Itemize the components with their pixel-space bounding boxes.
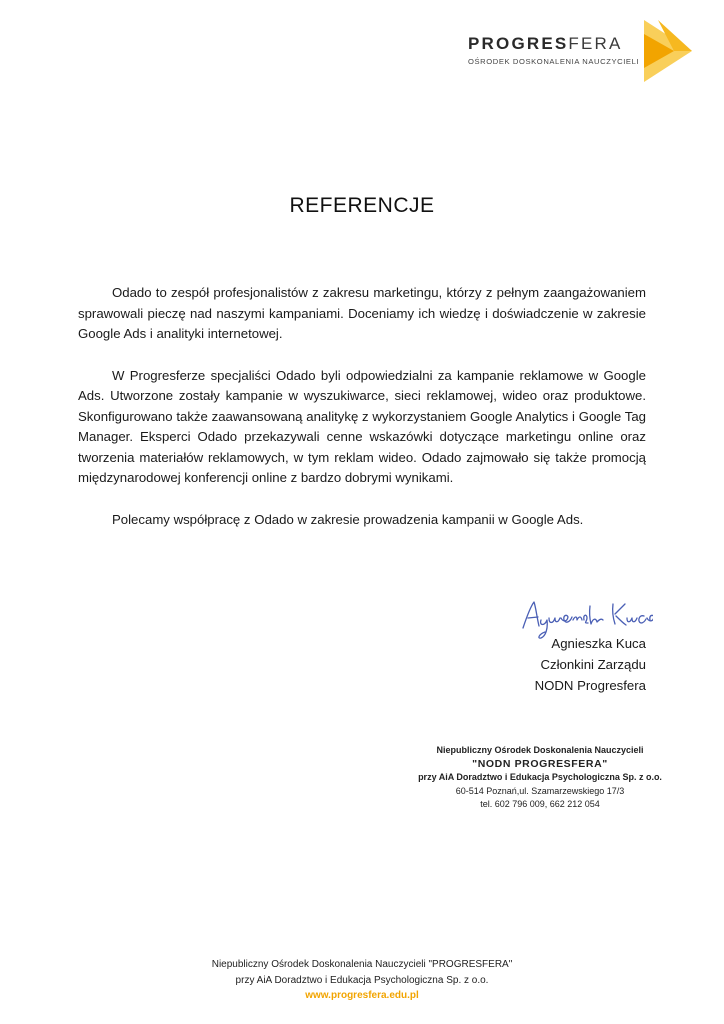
logo-text [468,34,639,66]
stamp-line: Niepubliczny Ośrodek Doskonalenia Nauczycieli [436,745,644,755]
logo-name-part2: FERA [568,34,623,53]
logo-name-part1: PROGRES [468,34,569,53]
letter-body [78,283,646,551]
company-stamp [415,744,665,812]
page-title: REFERENCJE [289,194,435,217]
logo-subtitle: OŚRODEK DOSKONALENIA NAUCZYCIELI [468,57,640,66]
signatory-block [535,633,646,696]
paragraph: W Progresferze specjaliści Odado byli odpowiedzialni za kampanie reklamowe w Google Ads. Utworzone zostały kampanie w wyszukiwarce, sieci reklamowej, wideo oraz produktowe. Skonfigurowano także zaawansowaną analitykę z wykorzystaniem Google Analytics i Google Tag Manager. Eksperci Odado przekazywali cenne wskazówki dotyczące marketingu online oraz tworzenia materiałów reklamowych, w tym reklam wideo. Odado zajmowało się także promocją międzynarodowej konferencji online z bardzo dobrymi wynikami. [78,367,646,485]
paragraph: Polecamy współpracę z Odado w zakresie prowadzenia kampanii w Google Ads. [112,511,584,527]
footer [0,957,724,1004]
stamp-line: "NODN PROGRESFERA" [472,757,608,770]
logo-chevron-icon [644,20,692,82]
paragraph: Odado to zespół profesjonalistów z zakresu marketingu, którzy z pełnym zaangażowaniem sprawowali pieczę nad naszymi kampaniami. Doceniamy ich wiedzę i doświadczenie w zakresie Google Ads i analityki internetowej. [78,285,646,341]
stamp-line: tel. 602 796 009, 662 212 054 [480,799,600,809]
stamp-line: 60-514 Poznań,ul. Szamarzewskiego 17/3 [455,785,625,796]
logo-name [468,34,639,54]
footer-website-link[interactable]: www.progresfera.edu.pl [305,990,419,1001]
stamp-line: przy AiA Doradztwo i Edukacja Psychologiczna Sp. z o.o. [418,772,662,782]
footer-line: Niepubliczny Ośrodek Doskonalenia Nauczycieli "PROGRESFERA" [211,959,513,970]
logo [468,20,694,84]
signatory-org: NODN Progresfera [534,678,646,693]
signatory-name: Agnieszka Kuca [551,636,646,651]
signatory-role: Członkini Zarządu [540,657,646,672]
footer-line: przy AiA Doradztwo i Edukacja Psychologiczna Sp. z o.o. [235,974,489,986]
